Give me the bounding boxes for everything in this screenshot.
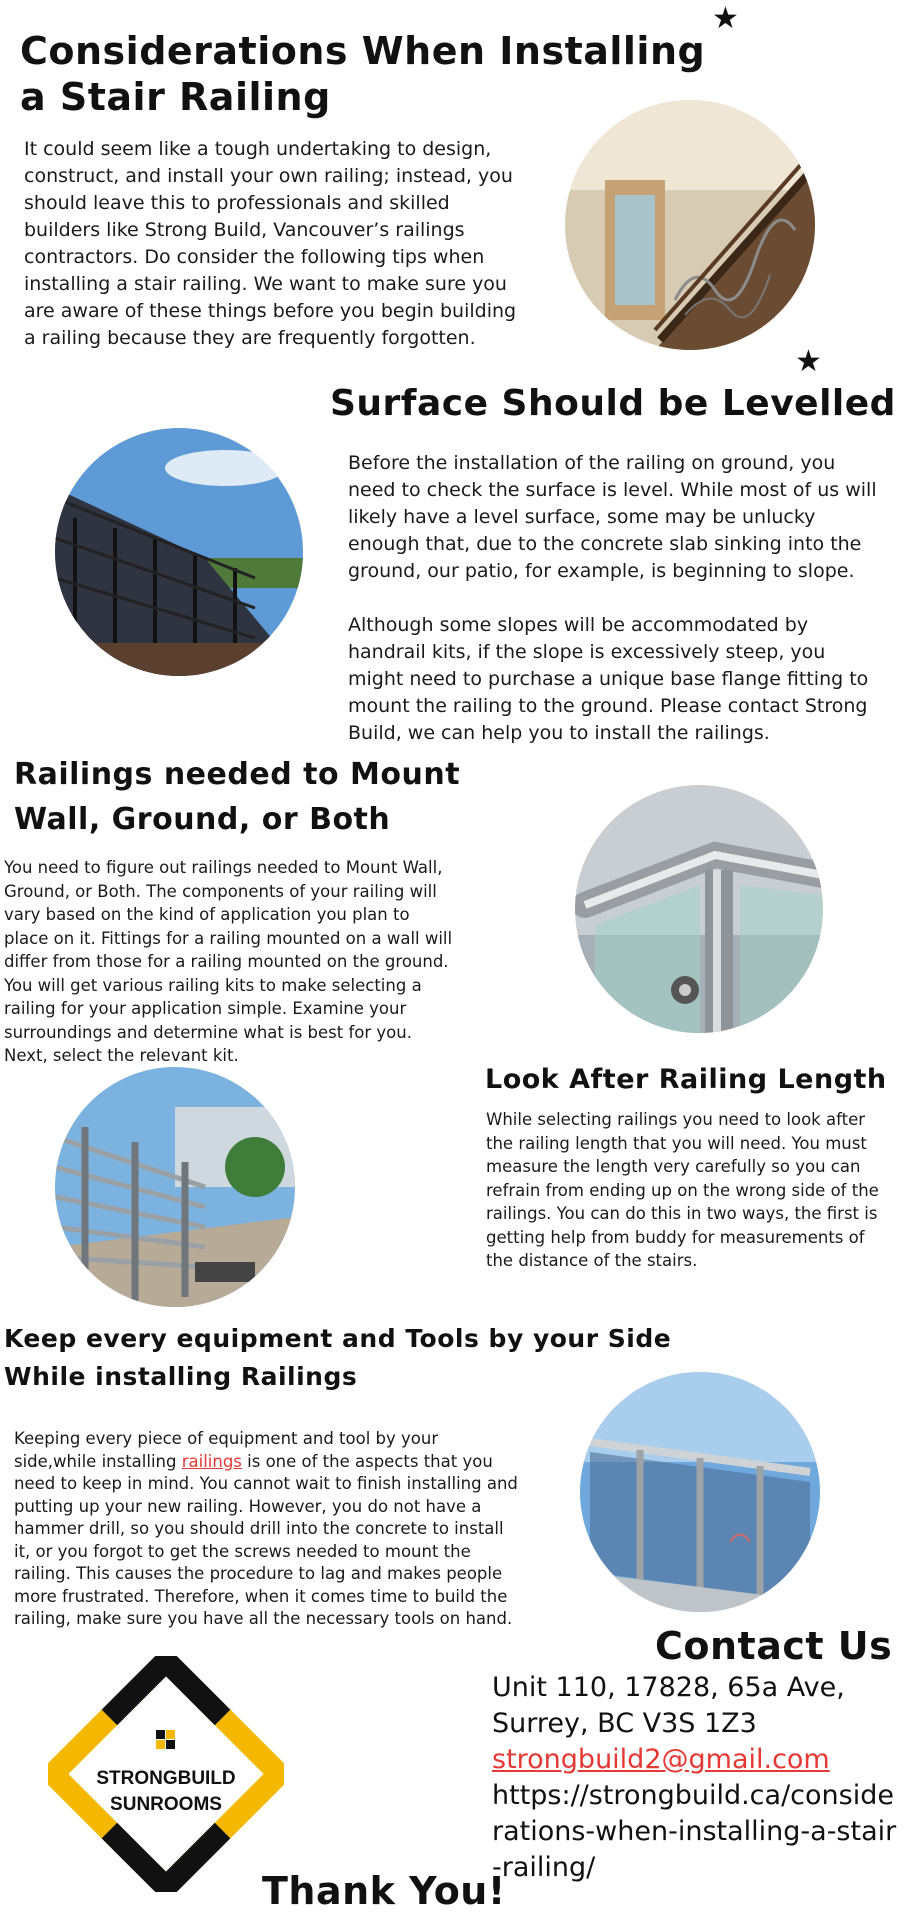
- strongbuild-logo: [48, 1656, 284, 1892]
- balcony-railing-photo: [55, 1067, 295, 1307]
- stair-railing-photo: [565, 100, 815, 350]
- mount-paragraph: You need to figure out railings needed to Mount Wall, Ground, or Both. The components of your railing will vary based on the kind of application you plan to place on it. Fittings for a railing mounted on a wall will differ from those for a railing mounted on the ground. You will get various railing kits to make selecting a railing for your application simple. Examine your surroundings and determine what is best for you. Next, select the relevant kit.: [4, 858, 453, 1065]
- glass-balcony-photo: [580, 1372, 820, 1612]
- website-url[interactable]: https://strongbuild.ca/considerations-when-installing-a-stair-railing/: [492, 1780, 897, 1883]
- thank-you-text: Thank You!: [262, 1869, 506, 1913]
- outdoor-stair-photo: [55, 428, 303, 676]
- section-heading-length: Look After Railing Length: [485, 1064, 887, 1095]
- section-heading-mount: Railings needed to Mount Wall, Ground, or Both: [14, 757, 461, 837]
- logo-mark-icon: [156, 1730, 175, 1749]
- tools-paragraph-start: Keeping every piece of equipment and tool by your side,while installing: [14, 1429, 439, 1471]
- contact-heading: Contact Us: [655, 1624, 893, 1668]
- logo-text-line-1: STRONGBUILD: [96, 1768, 236, 1789]
- tools-paragraph: [14, 1428, 518, 1631]
- surface-paragraph-2: Although some slopes will be accommodated by handrail kits, if the slope is excessively steep, you might need to purchase a unique base flange fitting to mount the railing to the ground. Please contact Strong Build, we can help you to install the railings.: [348, 614, 869, 744]
- email-link[interactable]: strongbuild2@gmail.com: [492, 1744, 830, 1775]
- contact-details: [492, 1670, 900, 1886]
- glass-railing-photo: [575, 785, 823, 1033]
- star-icon: ★: [795, 344, 822, 379]
- railings-link[interactable]: railings: [181, 1451, 242, 1471]
- address-line-1: Unit 110, 17828, 65a Ave,: [492, 1672, 845, 1703]
- star-icon: ★: [712, 1, 739, 36]
- logo-text-line-2: SUNROOMS: [110, 1794, 222, 1815]
- section-heading-tools: Keep every equipment and Tools by your Side While installing Railings: [4, 1324, 672, 1391]
- surface-paragraph-1: Before the installation of the railing on ground, you need to check the surface is level. While most of us will likely have a level surface, some may be unlucky enough that, due to the concrete slab sinking into the ground, our patio, for example, is beginning to slope.: [348, 452, 877, 582]
- length-paragraph: While selecting railings you need to look after the railing length that you will need. You must measure the length very carefully so you can refrain from ending up on the wrong side of the railings. You can do this in two ways, the first is getting help from buddy for measurements of the distance of the stairs.: [486, 1110, 879, 1270]
- tools-paragraph-end: is one of the aspects that you need to keep in mind. You cannot wait to finish installing and putting up your new railing. However, you do not have a hammer drill, so you should drill into the concrete to install it, or you forgot to get the screws needed to mount the railing. This causes the procedure to lag and makes people more frustrated. Therefore, when it comes time to build the railing, make sure you have all the necessary tools on hand.: [14, 1451, 518, 1628]
- address-line-2: Surrey, BC V3S 1Z3: [492, 1708, 757, 1739]
- intro-paragraph: It could seem like a tough undertaking to design, construct, and install your own railing; instead, you should leave this to professionals and skilled builders like Strong Build, Vancouver’s railings contractors. Do consider the following tips when installing a stair railing. We want to make sure you are aware of these things before you begin building a railing because they are frequently forgotten.: [24, 138, 517, 349]
- section-heading-surface: Surface Should be Levelled: [330, 383, 896, 424]
- page-title: Considerations When Installing a Stair Railing: [20, 29, 706, 119]
